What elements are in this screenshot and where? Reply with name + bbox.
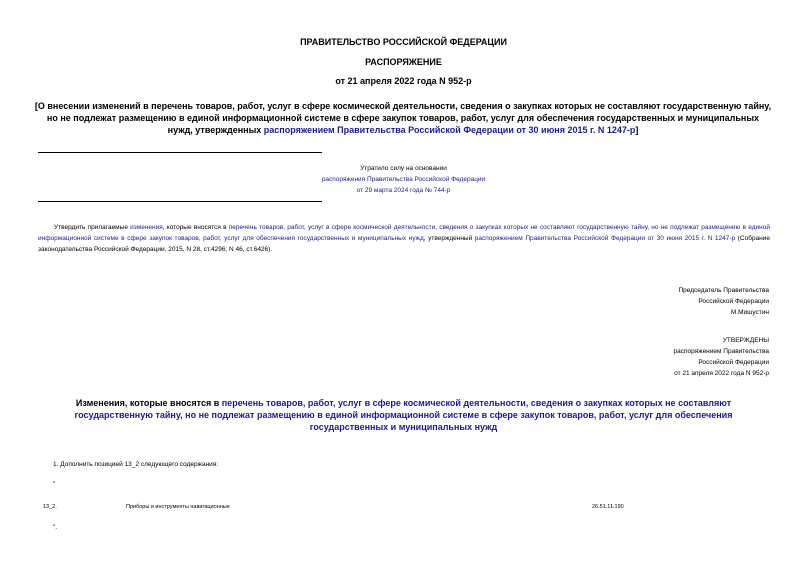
body-order-link[interactable]: распоряжением Правительства Российской Федерации от 30 июня 2015 г. N 1247-р bbox=[474, 235, 736, 242]
title-text: О внесении изменений в перечень товаров, работ, услуг в сфере космической деятельности, сведения о закупках которых не составляют государственную тайну, но не подлежат размещению в единой информационной системе в сфере закупок товаров, работ, услуг для обеспечения государственных и муниципальных нужд, утвержденных bbox=[37, 101, 772, 135]
status-repeal-link[interactable]: распоряжения Правительства Российской Федерации bbox=[321, 176, 486, 183]
signature-block bbox=[678, 285, 769, 318]
signature-name: М.Мишустин bbox=[730, 309, 769, 316]
signature-position: Председатель Правительства bbox=[678, 287, 769, 294]
approval-line-4: от 21 апреля 2022 года N 952-р bbox=[674, 370, 769, 377]
document-title bbox=[34, 100, 772, 136]
document-date-number: от 21 апреля 2022 года N 952-р bbox=[335, 76, 472, 86]
body-text-4: (Собрание законодательства Российской Федерации, 2015, N 28, ст.4296; N 46, ст.6426). bbox=[38, 235, 771, 253]
signature-country: Российской Федерации bbox=[698, 298, 769, 305]
body-text-2: , которые вносятся в bbox=[162, 224, 229, 231]
approval-block bbox=[674, 335, 769, 379]
quote-open: " bbox=[53, 481, 56, 488]
row-number: 13_2. bbox=[43, 504, 57, 510]
title-source-link[interactable]: распоряжением Правительства Российской Федерации от 30 июня 2015 г. N 1247-р bbox=[263, 125, 636, 135]
title-bracket-close: ] bbox=[635, 125, 639, 135]
status-note bbox=[0, 163, 807, 196]
document-type: РАСПОРЯЖЕНИЕ bbox=[365, 57, 442, 67]
approval-line-2: распоряжением Правительства bbox=[673, 348, 769, 355]
main-paragraph bbox=[38, 222, 770, 255]
government-name: ПРАВИТЕЛЬСТВО РОССИЙСКОЙ ФЕДЕРАЦИИ bbox=[300, 37, 507, 47]
divider-bottom bbox=[38, 201, 322, 202]
title-bracket-open: [ bbox=[34, 101, 38, 111]
body-text-3: , утвержденный bbox=[423, 235, 475, 242]
approval-heading: УТВЕРЖДЕНЫ bbox=[722, 337, 769, 344]
item-1: 1. Дополнить позицией 13_2 следующего содержания: bbox=[53, 461, 219, 468]
approval-line-3: Российской Федерации bbox=[698, 359, 769, 366]
row-name: Приборы и инструменты навигационные bbox=[126, 504, 230, 510]
body-changes-link[interactable]: изменения bbox=[130, 224, 163, 231]
row-code: 26.51.11.190 bbox=[592, 504, 624, 510]
divider-top bbox=[38, 152, 322, 153]
body-text-1: Утвердить прилагаемые bbox=[54, 224, 131, 231]
changes-title-link[interactable]: перечень товаров, работ, услуг в сфере космической деятельности, сведения о закупках которых не составляют государственную тайну, но не подлежат размещению в единой информационной системе в сфере закупок товаров, работ, услуг для обеспечения государственных и муниципальных нужд bbox=[74, 398, 733, 432]
quote-close: ". bbox=[53, 524, 58, 531]
body-list-link[interactable]: перечень товаров, работ, услуг в сфере космической деятельности, сведения о закупках которых не составляют государственную тайну, но не подлежат размещению в единой информационной системе в сфере закупок товаров, работ, услуг для обеспечения государственных и муниципальных нужд bbox=[38, 224, 770, 242]
status-repeal-date-link[interactable]: от 29 марта 2024 года № 744-р bbox=[356, 187, 451, 194]
changes-title bbox=[38, 397, 769, 433]
changes-title-text: Изменения, которые вносятся в bbox=[75, 398, 222, 408]
status-line-1: Утратило силу на основании bbox=[360, 165, 447, 172]
